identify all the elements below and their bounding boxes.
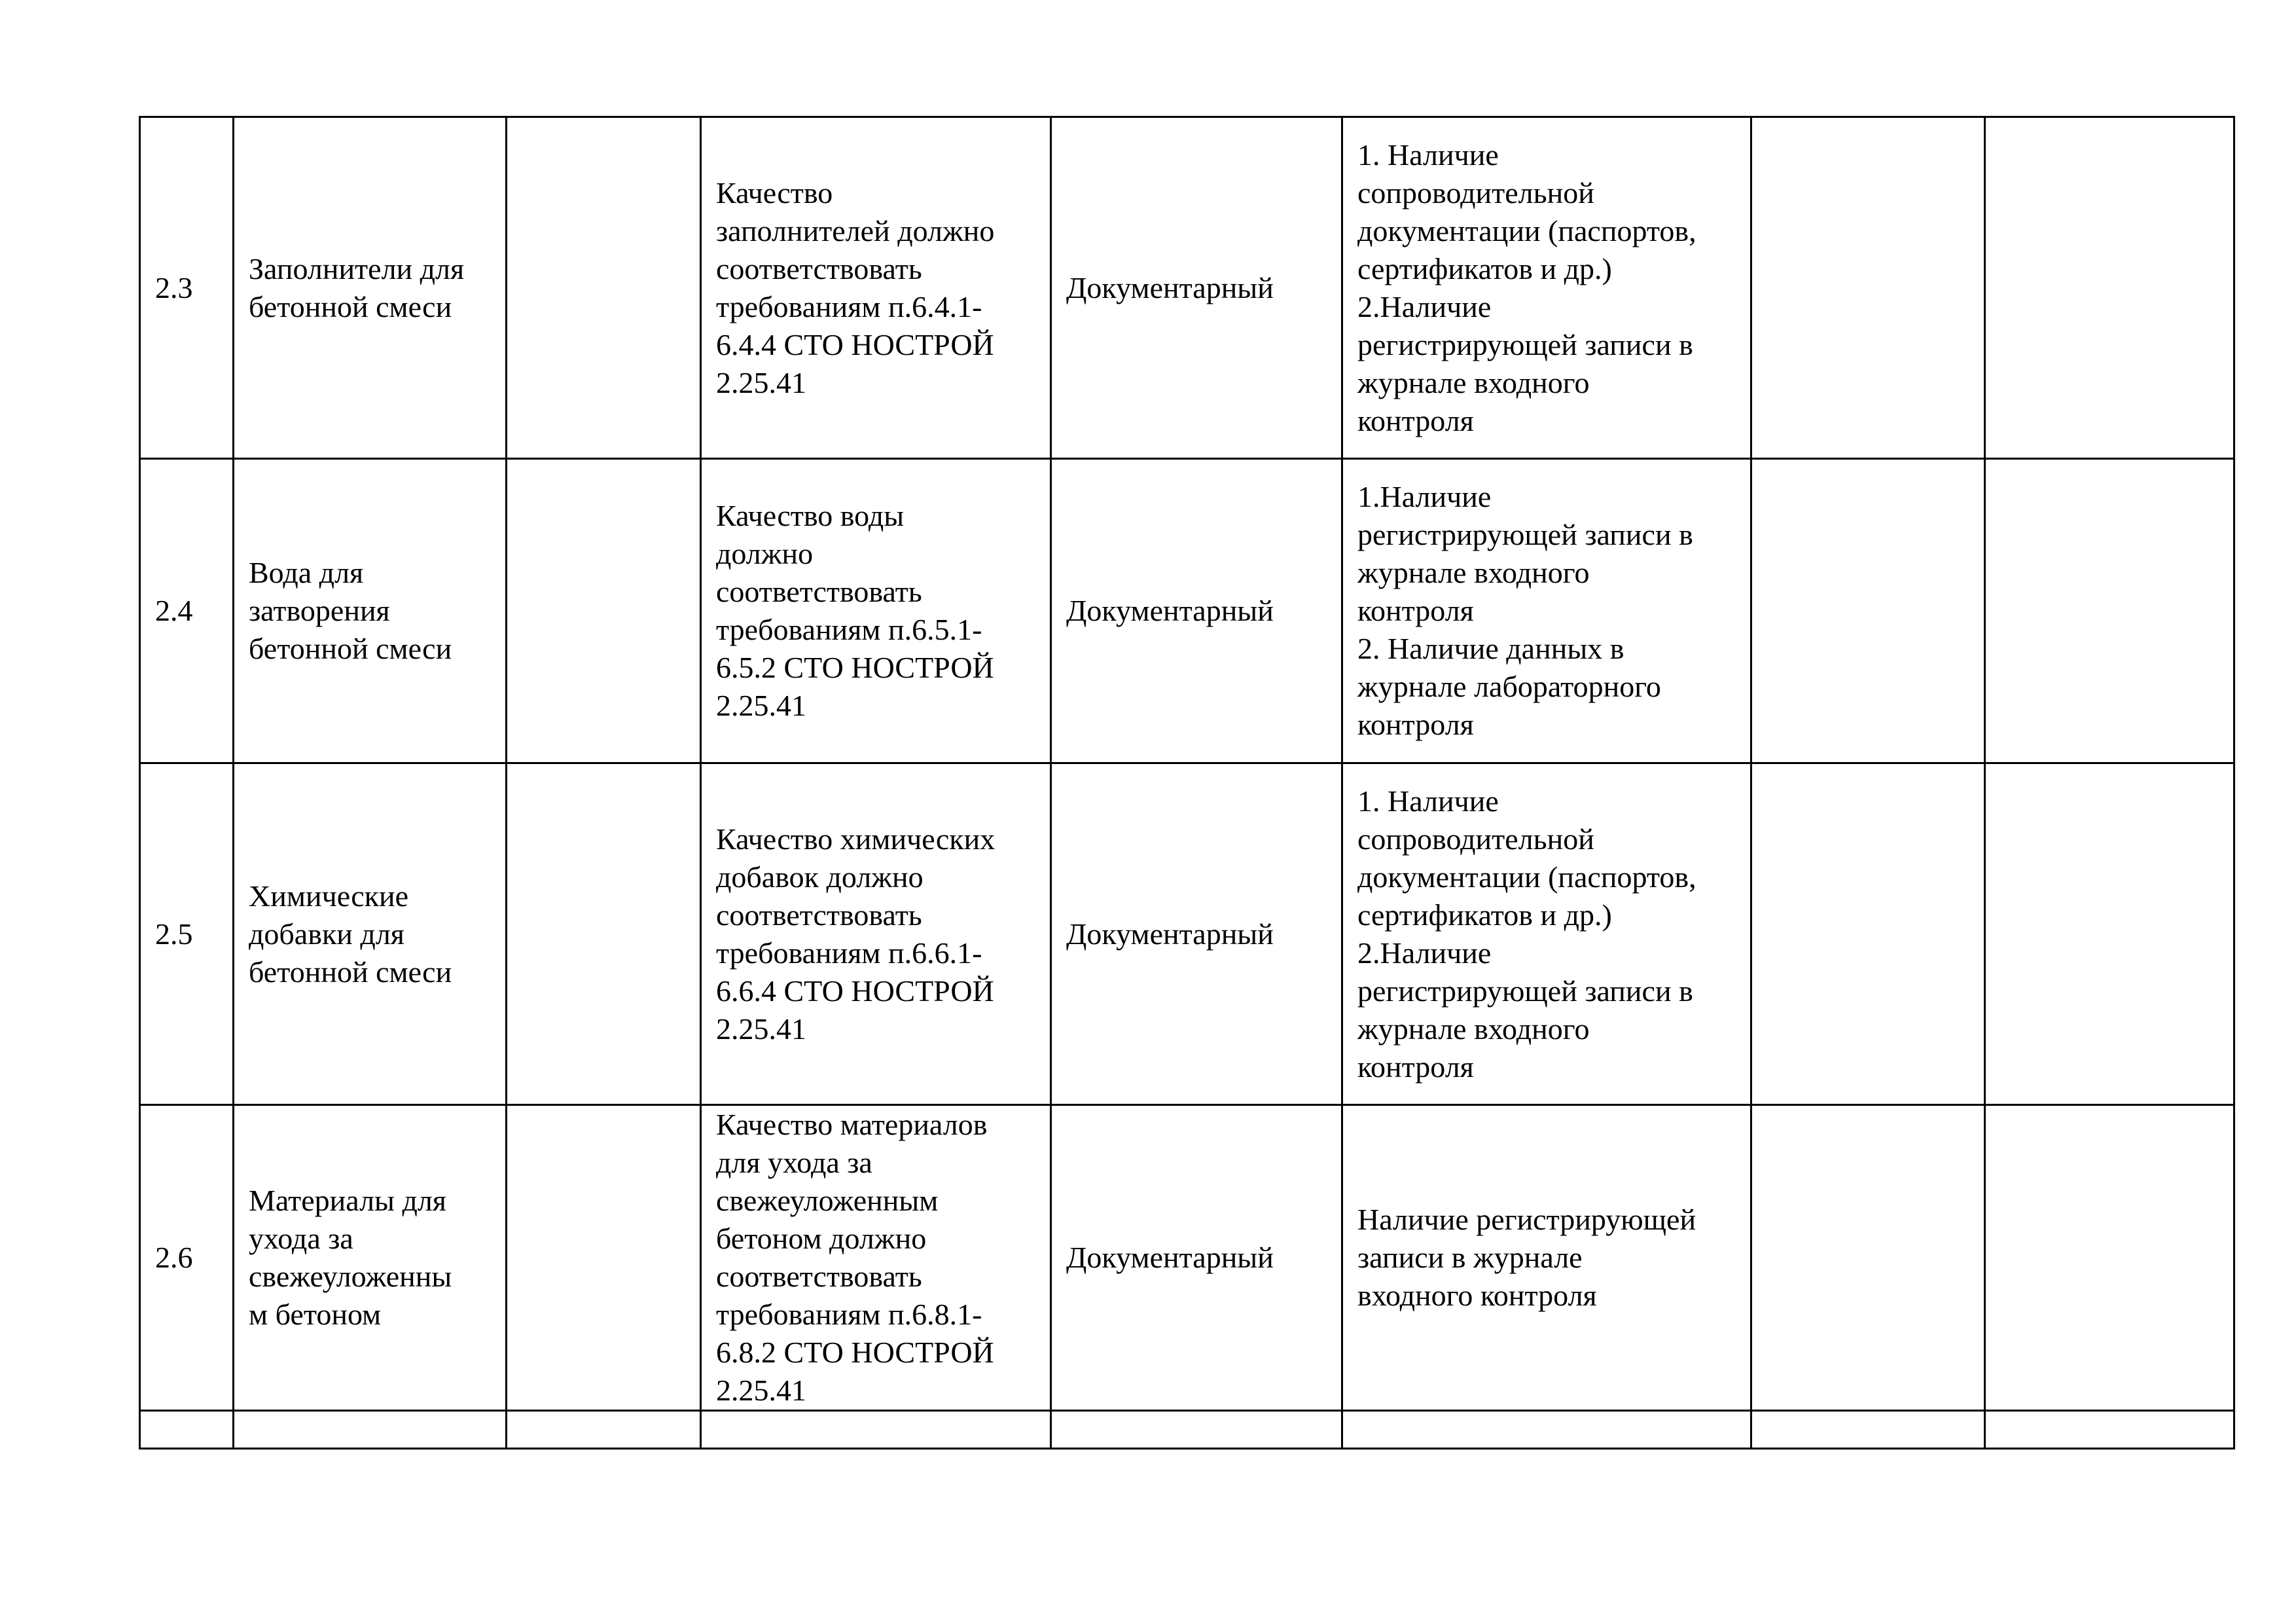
empty-cell	[1342, 1411, 1751, 1449]
documents-cell: Наличие регистрирующей записи в журнале входного контроля	[1342, 1105, 1751, 1411]
empty-cell	[1985, 1411, 2234, 1449]
control-method-cell: Документарный	[1051, 1105, 1342, 1411]
requirement-cell: Качество химических добавок должно соответствовать требованиям п.6.6.1- 6.6.4 СТО НОСТРОЙ 2.25.41	[701, 763, 1051, 1105]
empty-cell	[507, 763, 701, 1105]
requirement-cell: Качество материалов для ухода за свежеуложенным бетоном должно соответствовать требованиям п.6.8.1- 6.8.2 СТО НОСТРОЙ 2.25.41	[701, 1105, 1051, 1411]
material-name-cell: Химические добавки для бетонной смеси	[234, 763, 507, 1105]
empty-cell	[1985, 1105, 2234, 1411]
requirement-cell: Качество заполнителей должно соответствовать требованиям п.6.4.1- 6.4.4 СТО НОСТРОЙ 2.25.41	[701, 117, 1051, 459]
empty-cell	[234, 1411, 507, 1449]
empty-cell	[1751, 117, 1985, 459]
empty-cell	[1751, 1411, 1985, 1449]
control-method-cell: Документарный	[1051, 763, 1342, 1105]
control-method-cell: Документарный	[1051, 117, 1342, 459]
empty-cell	[701, 1411, 1051, 1449]
empty-cell	[507, 117, 701, 459]
material-name-cell: Заполнители для бетонной смеси	[234, 117, 507, 459]
documents-cell: 1.Наличие регистрирующей записи в журнале входного контроля 2. Наличие данных в журнале лабораторного контроля	[1342, 459, 1751, 763]
material-name-cell: Вода для затворения бетонной смеси	[234, 459, 507, 763]
empty-cell	[1051, 1411, 1342, 1449]
row-number-cell: 2.5	[140, 763, 234, 1105]
documents-cell: 1. Наличие сопроводительной документации (паспортов, сертификатов и др.) 2.Наличие регистрирующей записи в журнале входного контроля	[1342, 763, 1751, 1105]
row-number-cell: 2.3	[140, 117, 234, 459]
empty-cell	[1751, 1105, 1985, 1411]
control-table	[139, 116, 2235, 1450]
empty-cell	[1751, 763, 1985, 1105]
empty-cell	[507, 1411, 701, 1449]
table-row	[140, 1411, 2234, 1449]
table-row	[140, 117, 2234, 459]
row-number-cell: 2.6	[140, 1105, 234, 1411]
empty-cell	[1985, 763, 2234, 1105]
material-name-cell: Материалы для ухода за свежеуложенны м бетоном	[234, 1105, 507, 1411]
empty-cell	[507, 459, 701, 763]
table-row	[140, 459, 2234, 763]
table-row	[140, 1105, 2234, 1411]
table-row	[140, 763, 2234, 1105]
empty-cell	[1751, 459, 1985, 763]
requirement-cell: Качество воды должно соответствовать требованиям п.6.5.1- 6.5.2 СТО НОСТРОЙ 2.25.41	[701, 459, 1051, 763]
empty-cell	[507, 1105, 701, 1411]
empty-cell	[1985, 117, 2234, 459]
row-number-cell: 2.4	[140, 459, 234, 763]
documents-cell: 1. Наличие сопроводительной документации (паспортов, сертификатов и др.) 2.Наличие регистрирующей записи в журнале входного контроля	[1342, 117, 1751, 459]
empty-cell	[1985, 459, 2234, 763]
empty-cell	[140, 1411, 234, 1449]
control-method-cell: Документарный	[1051, 459, 1342, 763]
